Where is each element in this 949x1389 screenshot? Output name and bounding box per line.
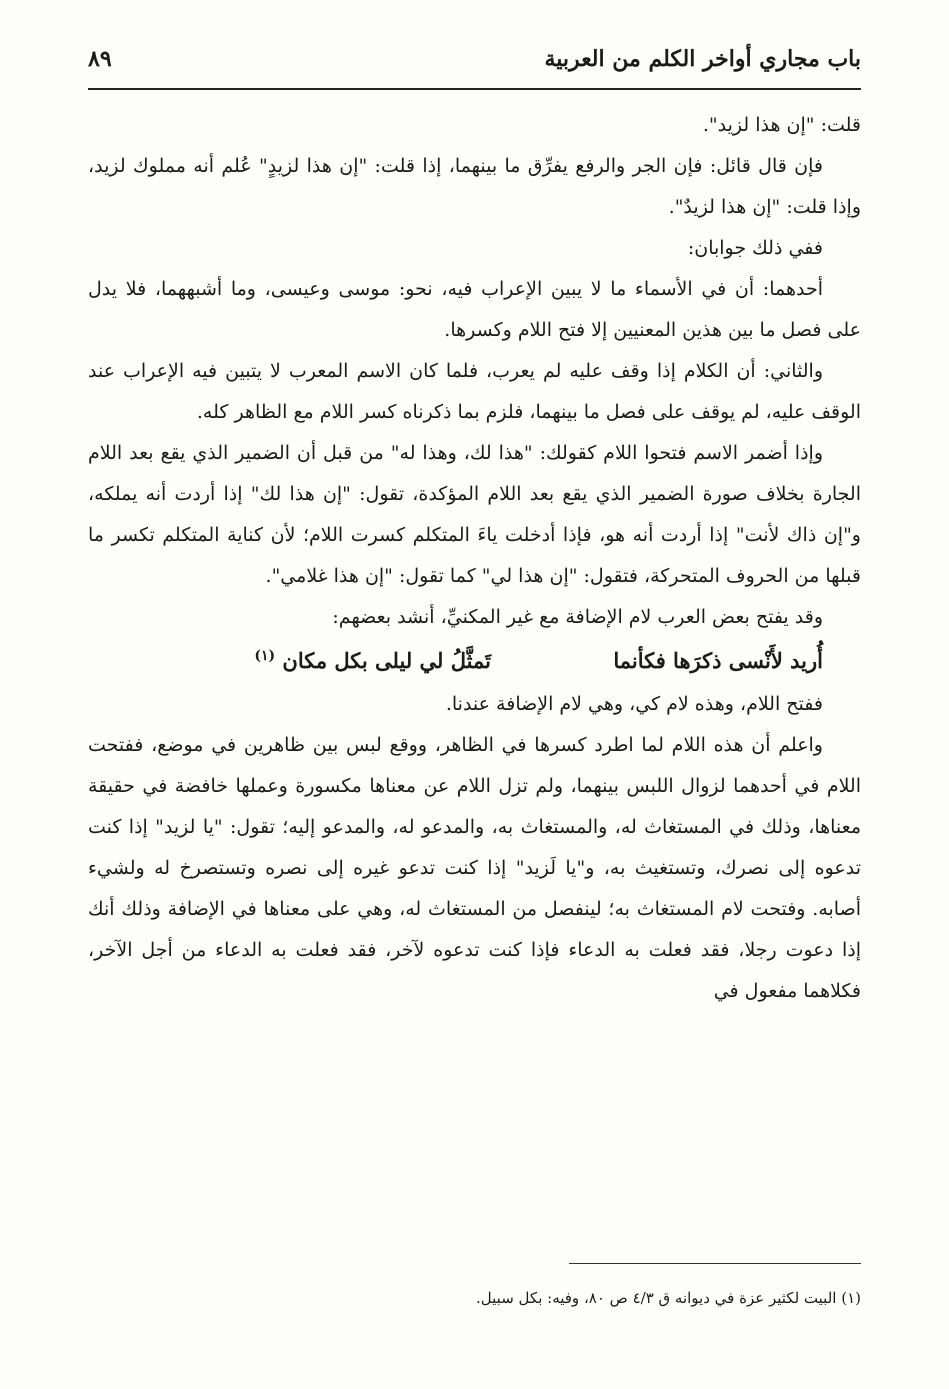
paragraph: ففي ذلك جوابان: (687, 237, 823, 259)
paragraph: واعلم أن هذه اللام لما اطرد كسرها في الظاهر، ووقع لبس بين ظاهرين في موضع، ففتحت اللام في أحدهما لزوال اللبس بينهما، ولم تزل اللام عن معناها مكسورة وعملها خافضة في حقيقة معناها، وذلك في المستغاث له، والمستغاث به، والمدعو له، والمدعو إليه؛ تقول: "يا لزيد" إذا كنت تدعوه إلى نصرك، وتستغيث به، و"يا لَزيد" إذا كنت تدعو غيره إلى نصره وتستصرخ له ولشيء أصابه. وفتحت لام المستغاث به؛ لينفصل من المستغاث له، وهي على معناها في الإضافة وذلك أنك إذا دعوت رجلا، فقد فعلت به الدعاء فإذا كنت تدعوه لآخر، فقد فعلت به الدعاء من أجل الآخر، فكلاهما مفعول في (88, 734, 861, 1002)
footnote: (١) البيت لكثير عزة في ديوانه ق ٤/٣ ص ٨٠، وفيه: بكل سبيل. (476, 1289, 861, 1307)
verse-hemistich-second (254, 638, 491, 684)
page-header (88, 40, 861, 90)
page-body (88, 105, 861, 1012)
page-number: ٨٩ (88, 46, 112, 72)
poetry-verse (88, 638, 861, 684)
paragraph: فإن قال قائل: فإن الجر والرفع يفرِّق ما بينهما، إذا قلت: "إن هذا لزيدٍ" عُلم أنه مملوك لزيد، وإذا قلت: "إن هذا لزيدٌ". (88, 155, 861, 218)
footnote-divider (569, 1263, 861, 1264)
verse-hemistich-first: أُريد لأَنْسى ذكرَها فكأنما (613, 648, 823, 673)
paragraph: ففتح اللام، وهذه لام كي، وهي لام الإضافة عندنا. (445, 693, 823, 715)
running-title: باب مجاري أواخر الكلم من العربية (544, 46, 861, 72)
paragraph: والثاني: أن الكلام إذا وقف عليه لم يعرب، فلما كان الاسم المعرب لا يتبين فيه الإعراب عند الوقف عليه، لم يوقف على فصل ما بينهما، فلزم بما ذكرناه كسر اللام مع الظاهر كله. (88, 360, 861, 423)
verse-hemistich-second-text: تَمثَّلُ لي ليلى بكل مكان (282, 648, 491, 673)
paragraph: أحدهما: أن في الأسماء ما لا يبين الإعراب فيه، نحو: موسى وعيسى، وما أشبههما، فلا يدل على فصل ما بين هذين المعنيين إلا فتح اللام وكسرها. (88, 278, 861, 341)
paragraph: وقد يفتح بعض العرب لام الإضافة مع غير المكنيِّ، أنشد بعضهم: (332, 606, 823, 628)
paragraph: وإذا أضمر الاسم فتحوا اللام كقولك: "هذا لك، وهذا له" من قبل أن الضمير الذي يقع بعد اللام الجارة بخلاف صورة الضمير الذي يقع بعد اللام المؤكدة، تقول: "إن هذا لك" إذا أردت أنه يملكه، و"إن ذاك لأنت" إذا أردت أنه هو، فإذا أدخلت ياءَ المتكلم كسرت اللام؛ لأن كناية المتكلم تكسر ما قبلها من الحروف المتحركة، فتقول: "إن هذا لي" كما تقول: "إن هذا غلامي". (88, 442, 861, 587)
footnote-reference: (١) (254, 648, 276, 664)
paragraph: قلت: "إن هذا لزيد". (702, 114, 861, 136)
